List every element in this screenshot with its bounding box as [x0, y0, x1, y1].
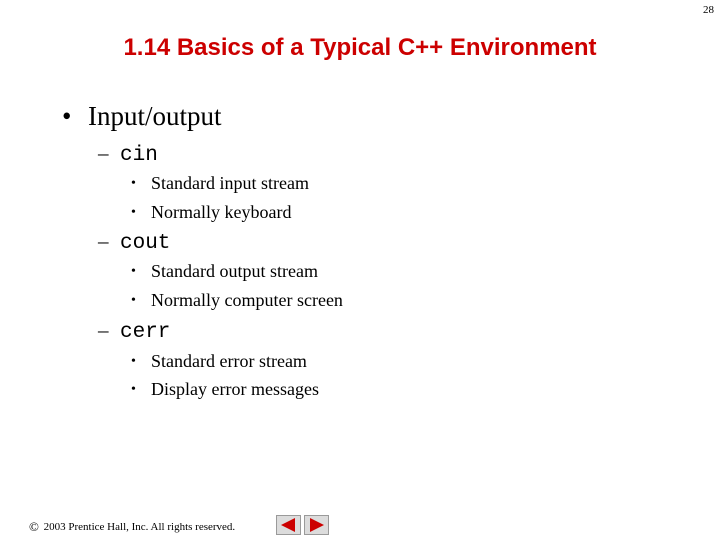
dash-glyph: – — [98, 141, 109, 165]
next-slide-button[interactable] — [304, 515, 329, 535]
footer-copyright — [29, 519, 235, 535]
previous-slide-button[interactable] — [276, 515, 301, 535]
list-item-text: Standard output stream — [151, 261, 318, 281]
copyright-icon: © — [29, 519, 39, 534]
stream-name: cout — [120, 232, 171, 255]
list-item — [131, 202, 291, 223]
list-item — [131, 261, 318, 282]
list-item-text: Standard error stream — [151, 351, 307, 371]
stream-cerr — [98, 318, 170, 344]
bullet-glyph: • — [131, 293, 136, 308]
bullet-glyph: • — [131, 264, 136, 279]
list-item-text: Normally keyboard — [151, 202, 292, 222]
topic-bullet — [62, 101, 222, 132]
list-item-text: Standard input stream — [151, 173, 309, 193]
list-item-text: Normally computer screen — [151, 290, 343, 310]
list-item — [131, 173, 309, 194]
bullet-glyph: • — [131, 176, 136, 191]
stream-cout — [98, 229, 170, 255]
bullet-glyph: • — [131, 354, 136, 369]
dash-glyph: – — [98, 318, 109, 342]
list-item-text: Display error messages — [151, 379, 319, 399]
stream-name: cin — [120, 144, 158, 167]
bullet-glyph: • — [62, 101, 72, 131]
slide-title: 1.14 Basics of a Typical C++ Environment — [123, 34, 597, 61]
topic-label: Input/output — [88, 101, 222, 131]
list-item — [131, 351, 307, 372]
stream-cin — [98, 141, 158, 167]
dash-glyph: – — [98, 229, 109, 253]
list-item — [131, 290, 343, 311]
left-arrow-icon — [277, 516, 300, 534]
stream-name: cerr — [120, 321, 171, 344]
page-number: 28 — [703, 4, 714, 16]
bullet-glyph: • — [131, 205, 136, 220]
copyright-text: 2003 Prentice Hall, Inc. All rights reserved. — [43, 521, 236, 533]
bullet-glyph: • — [131, 382, 136, 397]
list-item — [131, 379, 319, 400]
right-arrow-icon — [305, 516, 328, 534]
